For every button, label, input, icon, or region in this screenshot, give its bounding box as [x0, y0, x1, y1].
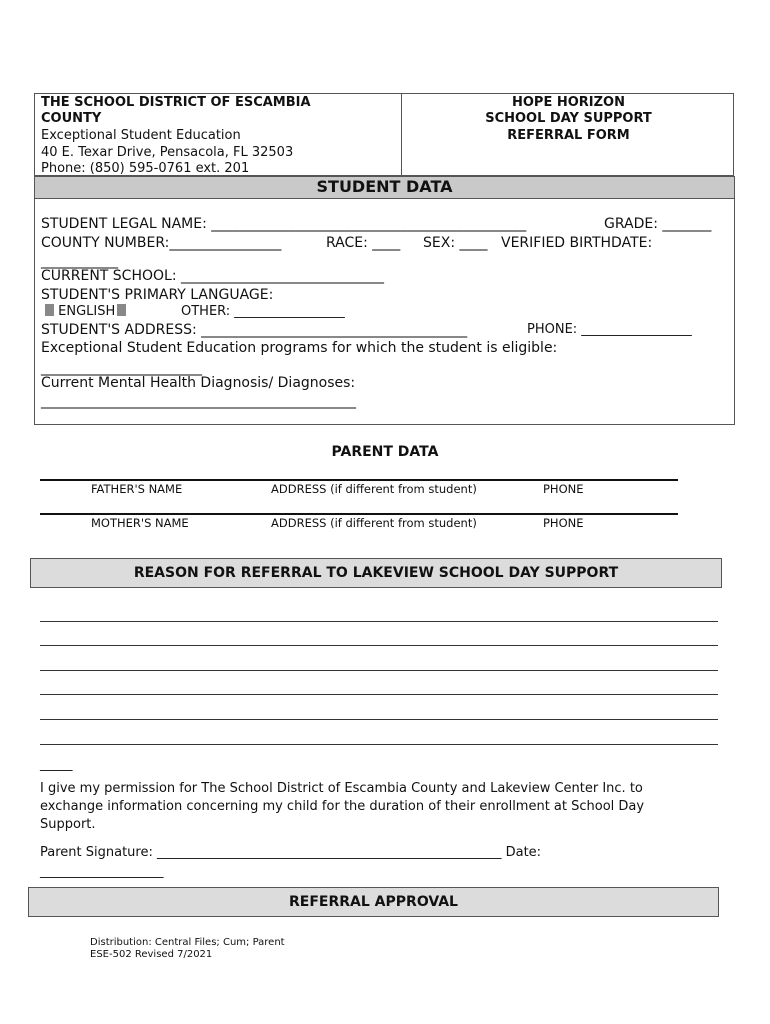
- student-phone-field[interactable]: PHONE: _________________: [527, 322, 692, 337]
- english-checkbox[interactable]: [45, 304, 54, 316]
- mother-address-label: ADDRESS (if different from student): [271, 516, 477, 530]
- parent-data-title: PARENT DATA: [331, 444, 439, 460]
- sex-field[interactable]: SEX: ____: [423, 235, 488, 251]
- county-number-field[interactable]: COUNTY NUMBER:________________: [41, 235, 282, 251]
- district-name-line1: THE SCHOOL DISTRICT OF ESCAMBIA: [41, 95, 311, 110]
- verified-birthdate-label: VERIFIED BIRTHDATE:: [501, 235, 653, 251]
- reason-title: REASON FOR REFERRAL TO LAKEVIEW SCHOOL DAY SUPPORT: [133, 565, 619, 581]
- reason-line[interactable]: [40, 645, 718, 647]
- primary-language-label: STUDENT'S PRIMARY LANGUAGE:: [41, 287, 274, 303]
- signature-date-field[interactable]: ___________________: [40, 864, 164, 879]
- father-address-label: ADDRESS (if different from student): [271, 482, 477, 496]
- student-address-field[interactable]: STUDENT'S ADDRESS: ______________________________________: [41, 322, 468, 338]
- reason-line[interactable]: [40, 694, 718, 696]
- birthdate-field[interactable]: ___________: [41, 253, 118, 269]
- form-title-line1: HOPE HORIZON: [511, 95, 625, 110]
- permission-statement: I give my permission for The School District of Escambia County and Lakeview Center Inc. to exchange information concerning my child for the duration of their enrollment at School Day Support.: [40, 781, 645, 832]
- form-revision: ESE-502 Revised 7/2021: [90, 949, 213, 960]
- english-label: ENGLISH: [58, 304, 116, 319]
- ese-programs-field[interactable]: _______________________: [41, 360, 202, 376]
- student-legal-name-field[interactable]: STUDENT LEGAL NAME: _____________________________________________: [41, 216, 527, 232]
- parent-signature-field[interactable]: Parent Signature: _____________________________________________________ Date:: [40, 845, 542, 860]
- reason-line[interactable]: [40, 621, 718, 623]
- other-language-field[interactable]: OTHER: _________________: [181, 304, 345, 319]
- other-checkbox[interactable]: [117, 304, 126, 316]
- father-name-line[interactable]: [40, 479, 678, 481]
- department-name: Exceptional Student Education: [41, 128, 241, 143]
- mother-name-line[interactable]: [40, 513, 678, 515]
- ese-programs-label: Exceptional Student Education programs for which the student is eligible:: [41, 340, 558, 356]
- approval-title: REFERRAL APPROVAL: [289, 894, 458, 910]
- district-name-line2: COUNTY: [41, 111, 102, 126]
- distribution-note: Distribution: Central Files; Cum; Parent: [90, 937, 285, 948]
- mother-phone-label: PHONE: [543, 516, 584, 530]
- student-data-title: STUDENT DATA: [316, 177, 453, 196]
- race-field[interactable]: RACE: ____: [326, 235, 401, 251]
- current-school-field[interactable]: CURRENT SCHOOL: _____________________________: [41, 268, 384, 284]
- district-phone: Phone: (850) 595-0761 ext. 201: [41, 161, 250, 176]
- reason-line[interactable]: [40, 670, 718, 672]
- english-option[interactable]: [45, 304, 126, 320]
- reason-line[interactable]: [40, 744, 718, 746]
- diagnosis-field[interactable]: _____________________________________________: [41, 393, 356, 409]
- district-address: 40 E. Texar Drive, Pensacola, FL 32503: [41, 145, 294, 160]
- form-title-line2: SCHOOL DAY SUPPORT: [485, 111, 652, 126]
- father-name-label: FATHER'S NAME: [91, 482, 183, 496]
- reason-line[interactable]: [40, 719, 718, 721]
- mother-name-label: MOTHER'S NAME: [91, 516, 189, 530]
- form-title-line3: REFERRAL FORM: [507, 128, 630, 143]
- grade-field[interactable]: GRADE: _______: [604, 216, 712, 232]
- diagnosis-label: Current Mental Health Diagnosis/ Diagnoses:: [41, 375, 356, 391]
- reason-line-tail[interactable]: _____: [40, 757, 73, 772]
- father-phone-label: PHONE: [543, 482, 584, 496]
